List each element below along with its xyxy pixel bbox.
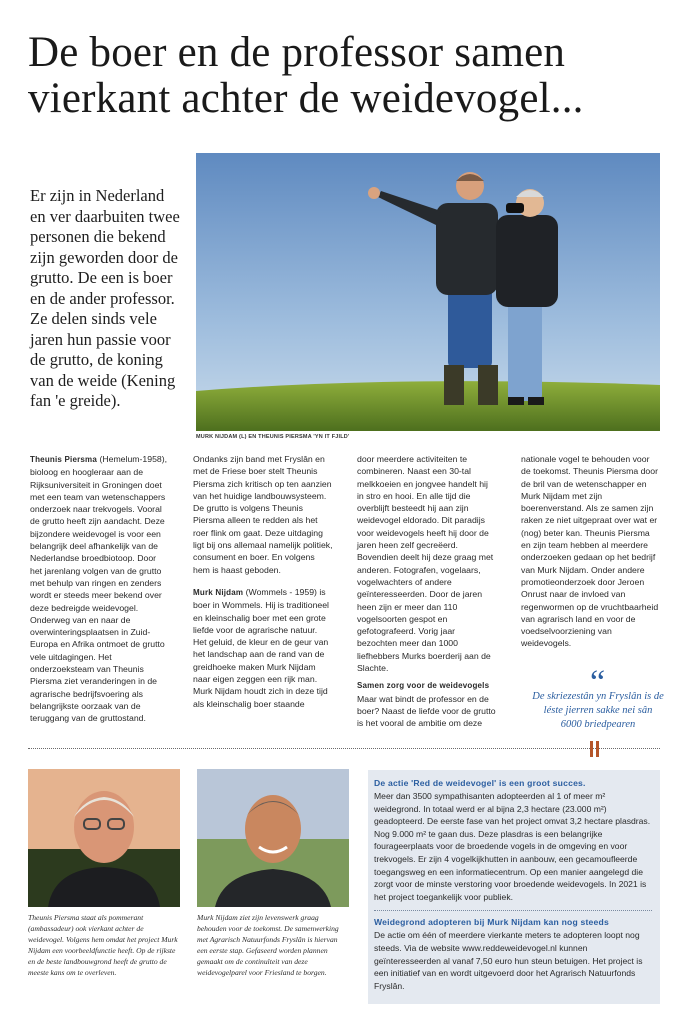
- info-box-heading-2: Weidegrond adopteren bij Murk Nijdam kan nog steeds: [374, 917, 609, 928]
- main-photo-caption: MURK NIJDAM (L) EN THEUNIS PIERSMA 'YN IT FJILD': [196, 434, 350, 440]
- title-line-1: De boer en de professor samen: [28, 29, 566, 76]
- info-box: [368, 770, 660, 1004]
- caption-piersma: Theunis Piersma staat als pommerant (ambassadeur) ook vierkant achter de weidevogel. Volgens hem omdat het project Murk Nijdam een voorbeeldfunctie heeft. Op de rijkste en de beste landbouwgrond heeft de grutto de meeste kans om te overleven.: [28, 913, 178, 977]
- column-3: [357, 453, 497, 730]
- column-4-text: nationale vogel te behouden voor de toekomst. Theunis Piersma door de bril van de wetenschapper en Murk Nijdam met zijn boerenverstand. Als ze samen zijn raken ze niet uitgepraat over wat er (nog) beter kan. Theunis Piersma en zijn team hebben al meerdere onderzoeken gedaan op het bedrijf van Murk Nijdam. Onder andere promotieonderzoek door Jeroen Onrust naar de invloed van regenwormen op de vruchtbaarheid van agrarisch land en voor de voedselvoorziening van weidevogels.: [521, 454, 659, 649]
- column-2-text-1: Ondanks zijn band met Fryslân en met de Friese boer stelt Theunis Piersma zich kritisch op ten aanzien van het huidige landbouwsysteem. De grutto is volgens Theunis Piersma alleen te redden als het roer flink om gaat. Deze uitdaging ligt bij ons allemaal namelijk politiek, consument en boer. En volgens hem is haast geboden.: [193, 454, 333, 575]
- photo-nijdam-illustration: [197, 769, 349, 907]
- lead-piersma: Theunis Piersma: [30, 455, 98, 464]
- intro-text: Er zijn in Nederland en ver daarbuiten twee personen die bekend zijn geworden door de grutto. De een is boer en de ander professor. Ze delen sinds vele jaren hun passie voor de grutto, de koning van de weide (Kening fan 'e greide).: [30, 186, 180, 410]
- quote-mark-icon: “: [590, 664, 606, 701]
- photo-nijdam: [197, 769, 349, 907]
- column-1-body: (Hemelum-1958), bioloog en hoogleraar aan de Rijksuniversiteit in Groningen doet met een team van wetenschappers onderzoek naar trekvogels. Vooral de grutto heeft zijn aandacht. Deze bijzondere weidevogel is voor een belangrijk deel afhankelijk van de Nederlandse broedbiotoop. Door het jarenlang volgen van de grutto met behulp van ringen en zenders wordt er steeds meer bekend over deze bedreigde weidevogel. Onderweg van en naar de overwinteringsplaatsen in Zuid-Europa en Afrika ontmoet de grutto vele uitdagingen. Het onderzoeksteam van Theunis Piersma ziet veranderingen in de agrarische bedrijfsvoering als belangrijkste oorzaak van de teruggang van de gruttostand.: [30, 454, 168, 724]
- lead-nijdam: Murk Nijdam: [193, 587, 244, 597]
- divider-bars-icon: [590, 741, 602, 757]
- column-3-text-2: Maar wat bindt de professor en de boer? Naast de liefde voor de grutto is het vooral de ambitie om deze: [357, 693, 496, 729]
- column-4: [521, 453, 661, 650]
- info-box-text-2: De actie om één of meerdere vierkante meters te adopteren loopt nog steeds. Via de website www.reddeweidevogel.nl kunnen geïnteresseerden al vanaf 7,50 euro hun steun betuigen. Het project is een initiatief van en wordt uitgevoerd door het Agrarisch Natuurfonds Fryslân.: [374, 930, 643, 991]
- column-1-text: [30, 453, 170, 725]
- column-2-body: (Wommels - 1959) is boer in Wommels. Hij is traditioneel en kleinschalig boer met een grote liefde voor de agrarische natuur. Het geluid, de kleur en de geur van het landschap aan de rand van de greidhoeke maken Murk Nijdam naar eigen zeggen een rijk man. Murk Nijdam houdt zich in deze tijd als kleinschalig boer staande: [193, 586, 329, 709]
- section-divider: [28, 748, 660, 749]
- photo-piersma-illustration: [28, 769, 180, 907]
- info-box-divider: [374, 910, 652, 911]
- pull-quote: De skriezestân yn Fryslân is de léste jierren sakke nei sân 6000 briedpearen: [532, 691, 664, 730]
- info-box-heading-1: De actie 'Red de weidevogel' is een groot succes.: [374, 778, 586, 788]
- column-2-text-2: [193, 586, 333, 710]
- photo-piersma: [28, 769, 180, 907]
- caption-nijdam: Murk Nijdam ziet zijn levenswerk graag behouden voor de toekomst. De samenwerking met Agrarisch Natuurfonds Fryslân is hiervan een eerste stap. Gefaseerd worden plannen gemaakt om de continuïteit van deze weidevogelparel voor Friesland te borgen.: [197, 913, 339, 977]
- title-line-2: vierkant achter de weidevogel...: [28, 75, 584, 122]
- column-1: [30, 453, 170, 725]
- info-box-text-1: Meer dan 3500 sympathisanten adopteerden al 1 of meer m² weidegrond. In totaal werd er al bijna 2,3 hectare (23.000 m²) geadopteerd. De eerste fase van het project omvat 3,2 hectare plasdras. Nog 9.000 m² te gaan dus. Deze plasdras is een belangrijke fourageerplaats voor de broedende vogels in de omgeving en voor trekvogels. Er zijn 4 vogelkijkhutten in aanbouw, een gecamoufleerde toegangsweg en een informatiecentrum. Op een manier aangelegd die zorgt voor de minste verstoring voor broedende weidevogels. In 2021 is het project toegankelijk voor publiek.: [374, 791, 651, 902]
- column-3-text-1: door meerdere activiteiten te combineren. Naast een 30-tal melkkoeien en jongvee handelt hij in stro en hooi. En alle tijd die overblijft besteedt hij aan zijn weidevogel eldorado. Dit paradijs voor weidevogels heeft hij door de jaren heen zelf gecreëerd. Bovendien deelt hij deze graag met anderen. Fotografen, vogelaars, vogelwachters of andere geïnteresseerden. Door de jaren heen zijn er meer dan 110 vogelsoorten gespot en gefotografeerd. Vorig jaar bezochten meer dan 1000 liefhebbers Murks boerderij aan de Slachte.: [357, 454, 494, 674]
- page-title: [28, 30, 668, 122]
- main-photo-illustration: [196, 153, 660, 431]
- column-2: [193, 453, 333, 710]
- main-photo: [196, 153, 660, 431]
- column-3-heading: Samen zorg voor de weidevogels: [357, 681, 490, 691]
